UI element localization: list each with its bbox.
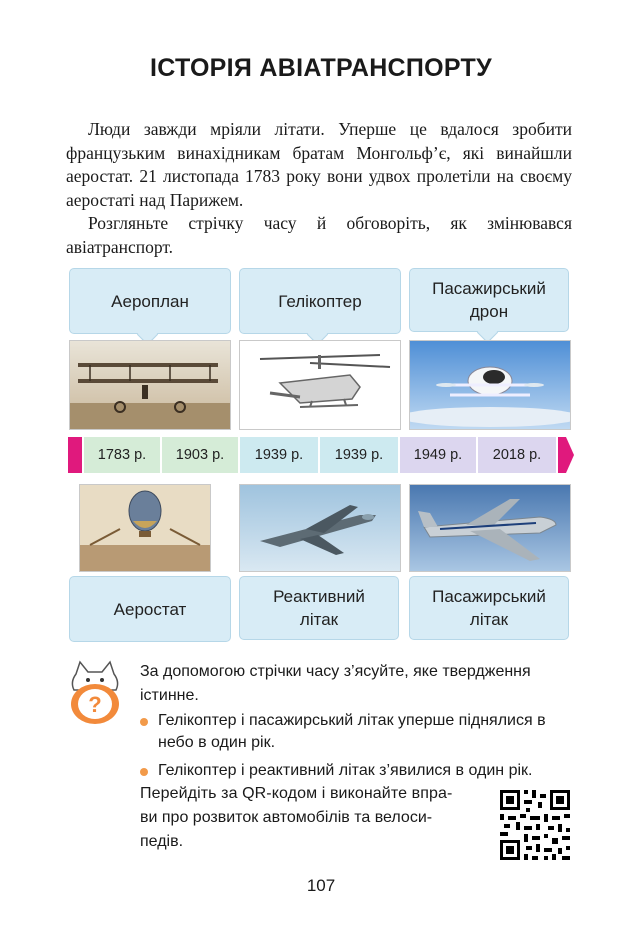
exercise-bullet-1: Гелікоптер і пасажирський літак уперше піднялися в небо в один рік.: [140, 710, 572, 754]
timeline-arrow-icon: [558, 437, 574, 473]
timeline-strip: [68, 437, 574, 473]
timeline-1783: 1783 р.: [84, 437, 160, 473]
timeline-start-marker: [68, 437, 82, 473]
aerostat-photo: [79, 484, 211, 572]
card-aeroplane: Аероплан: [69, 268, 231, 334]
timeline-1939-a: 1939 р.: [240, 437, 318, 473]
passenger-drone-photo: [409, 340, 571, 430]
card-helicopter: Гелікоптер: [239, 268, 401, 334]
qr-instruction: Перейдіть за QR-кодом і виконайте впра- ви про розвиток автомобілів та велоси- педів.: [140, 785, 453, 850]
timeline-1949: 1949 р.: [400, 437, 476, 473]
bullet-dot: [140, 718, 148, 726]
timeline-1903: 1903 р.: [162, 437, 238, 473]
jet-plane-photo: [239, 484, 401, 572]
passenger-plane-photo: [409, 484, 571, 572]
helicopter-photo: [239, 340, 401, 430]
page-title: ІСТОРІЯ АВІАТРАНСПОРТУ: [150, 54, 492, 82]
aeroplane-photo: [69, 340, 231, 430]
card-jet-plane: Реактивний літак: [239, 576, 399, 640]
bullet-dot: [140, 768, 148, 776]
svg-text:?: ?: [88, 692, 102, 717]
task-paragraph: Розгляньте стрічку часу й обговоріть, як змінювався авіатранспорт.: [66, 213, 572, 257]
card-passenger-plane: Пасажирський літак: [409, 576, 569, 640]
exercise-bullet-2: Гелікоптер і реактивний літак з’явилися в один рік.: [140, 760, 580, 782]
intro-paragraph: Люди завжди мріяли літати. Уперше це вдалося зробити французьким винахідникам братам Монгольф’є, які винайшли аеростат. 21 листопада 1783 року вони удвох пролетіли на своєму аеростаті над Парижем.: [66, 119, 572, 210]
timeline-2018: 2018 р.: [478, 437, 556, 473]
cat-question-icon: [66, 660, 124, 726]
card-aerostat: Аеростат: [69, 576, 231, 642]
card-passenger-drone: Пасажирський дрон: [409, 268, 569, 332]
page-number: 107: [306, 876, 336, 895]
qr-code-icon[interactable]: [498, 788, 572, 862]
timeline-1939-b: 1939 р.: [320, 437, 398, 473]
exercise-prompt: За допомогою стрічки часу з’ясуйте, яке твердження істинне.: [140, 663, 531, 704]
